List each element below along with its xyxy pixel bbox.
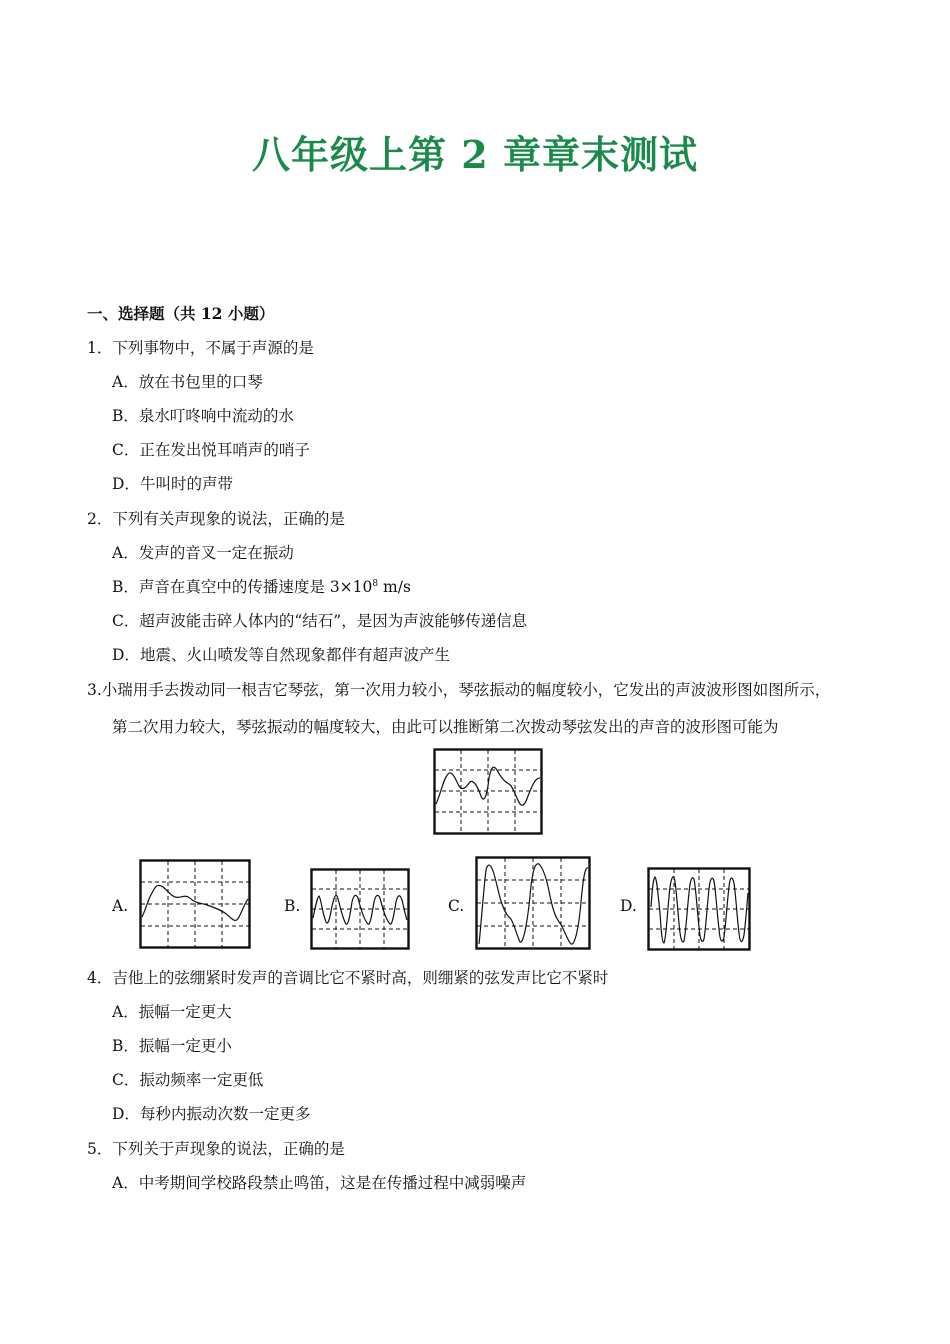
option-4b: [112, 1036, 232, 1056]
option-letter: C．: [112, 612, 140, 630]
option-text: 振动频率一定更低: [139, 1071, 264, 1089]
question-stem: 下列关于声现象的说法，正确的是: [112, 1140, 345, 1158]
waveform-option-c[interactable]: [475, 856, 591, 950]
option-letter: A．: [112, 544, 139, 562]
option-1a: [112, 372, 263, 392]
option-unit: m/s: [378, 578, 411, 596]
question-number: 3.: [87, 681, 102, 699]
page-title: 八年级上第 2 章章末测试: [252, 132, 698, 177]
question-1: [87, 338, 314, 358]
option-letter: C．: [112, 441, 140, 459]
question-number: 1．: [87, 339, 113, 357]
figure-label-d: D.: [620, 897, 637, 915]
figure-label-b: B.: [284, 897, 301, 915]
option-text: 正在发出悦耳哨声的哨子: [139, 441, 310, 459]
question-3: [87, 680, 830, 700]
option-text: 中考期间学校路段禁止鸣笛，这是在传播过程中减弱噪声: [138, 1174, 527, 1192]
question-number: 5．: [87, 1140, 113, 1158]
question-stem: 吉他上的弦绷紧时发声的音调比它不紧时高，则绷紧的弦发声比它不紧时: [112, 969, 609, 987]
option-text: 振幅一定更小: [138, 1037, 232, 1055]
option-2a: [112, 543, 294, 563]
option-text: 放在书包里的口琴: [138, 373, 263, 391]
option-2b: [112, 577, 411, 597]
option-2d: [112, 645, 450, 665]
option-letter: C．: [112, 1071, 140, 1089]
option-2c: [112, 611, 527, 631]
waveform-option-d[interactable]: [647, 867, 751, 951]
option-letter: A．: [112, 1003, 139, 1021]
option-1b: [112, 406, 294, 426]
option-letter: D．: [112, 646, 140, 664]
section-heading: 一、选择题（共 12 小题）: [87, 304, 275, 323]
option-text: 超声波能击碎人体内的“结石”，是因为声波能够传递信息: [139, 612, 528, 630]
option-letter: B．: [112, 578, 139, 596]
option-1c: [112, 440, 310, 460]
option-text: 声音在真空中的传播速度是 3×10: [138, 578, 373, 596]
waveform-option-a[interactable]: [139, 859, 251, 949]
option-text: 发声的音叉一定在振动: [138, 544, 294, 562]
question-number: 4．: [87, 969, 113, 987]
figure-label-c: C.: [448, 897, 465, 915]
question-3-continued: 第二次用力较大，琴弦振动的幅度较大，由此可以推断第二次拨动琴弦发出的声音的波形图可能为: [112, 718, 779, 736]
option-text: 振幅一定更大: [138, 1003, 232, 1021]
reference-waveform: [433, 748, 543, 836]
question-stem: 下列事物中，不属于声源的是: [112, 339, 314, 357]
option-letter: B．: [112, 407, 139, 425]
option-letter: B．: [112, 1037, 139, 1055]
option-letter: D．: [112, 475, 140, 493]
question-stem: 小瑞用手去拨动同一根吉它琴弦，第一次用力较小，琴弦振动的幅度较小，它发出的声波波形图如图所示，: [101, 681, 831, 699]
option-letter: A．: [112, 1174, 139, 1192]
exponent: 8: [372, 579, 379, 589]
question-stem: 下列有关声现象的说法，正确的是: [112, 510, 345, 528]
option-text: 泉水叮咚响中流动的水: [138, 407, 294, 425]
option-4c: [112, 1070, 263, 1090]
option-letter: A．: [112, 373, 139, 391]
figure-label-a: A.: [112, 897, 129, 915]
option-4d: [112, 1104, 310, 1124]
option-text: 每秒内振动次数一定更多: [139, 1105, 311, 1123]
option-4a: [112, 1002, 232, 1022]
option-5a: [112, 1173, 526, 1193]
option-1d: [112, 474, 233, 494]
question-2: [87, 509, 345, 529]
waveform-option-b[interactable]: [310, 868, 410, 950]
question-4: [87, 968, 608, 988]
question-5: [87, 1139, 345, 1159]
option-text: 牛叫时的声带: [139, 475, 233, 493]
question-number: 2．: [87, 510, 113, 528]
option-letter: D．: [112, 1105, 140, 1123]
option-text: 地震、火山喷发等自然现象都伴有超声波产生: [139, 646, 450, 664]
